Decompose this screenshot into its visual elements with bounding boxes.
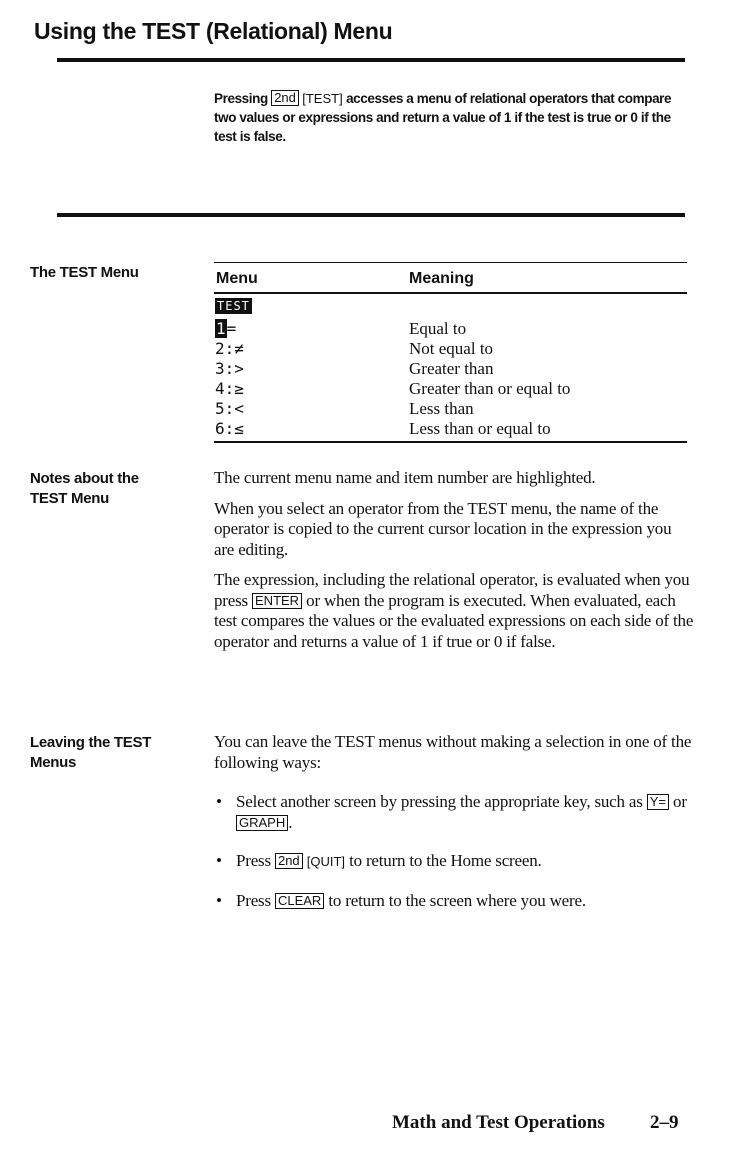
section-heading-notes (30, 469, 139, 509)
intro-text-start: Pressing (214, 91, 268, 106)
notes-text: The expression, including the relational operator, is evaluated when you press (214, 570, 690, 610)
table-row (214, 399, 687, 419)
section-heading-line: Notes about the (30, 470, 139, 487)
operator-meaning: Greater than (409, 359, 494, 378)
item-number: 5 (215, 399, 225, 418)
leaving-intro: You can leave the TEST menus without making a selection in one of the following ways: (214, 732, 692, 772)
operator-symbol: < (234, 399, 244, 418)
item-number-highlight: 1 (216, 319, 226, 338)
notes-paragraph-3 (214, 570, 694, 652)
operator-symbol: ≠ (234, 339, 244, 358)
bullet-text: Press (236, 890, 271, 910)
list-item (214, 792, 694, 833)
item-number: 2 (215, 339, 225, 358)
item-number: 3 (215, 359, 225, 378)
bullet-text: Press (236, 851, 271, 870)
menu-item-2: 2:≠ (215, 339, 244, 358)
section-heading-line: Menus (30, 754, 77, 771)
operator-meaning: Greater than or equal to (409, 379, 571, 398)
table-header-rule (214, 292, 687, 294)
title-rule (57, 58, 685, 62)
notes-text: or when the program is executed. When evaluated, each test compares the values or the evaluated expressions on each side of the operator and returns a value of 1 if true or 0 if false. (214, 590, 694, 651)
page-number: 2–9 (650, 1112, 679, 1133)
operator-meaning: Less than or equal to (409, 419, 551, 438)
operator-meaning: Less than (409, 399, 474, 418)
operator-meaning: Not equal to (409, 339, 494, 358)
bullet-text: or (673, 792, 687, 811)
list-item (214, 851, 694, 873)
table-row (214, 339, 687, 359)
item-number: 6 (215, 419, 225, 438)
notes-paragraph-2: When you select an operator from the TEST menu, the name of the operator is copied to the current cursor location in the expression you are editing. (214, 498, 672, 559)
key-y-equals: Y= (647, 794, 669, 810)
operator-symbol: > (234, 359, 244, 378)
menu-item-6: 6:≤ (215, 419, 244, 438)
bullet-icon: • (216, 851, 222, 870)
intro-text-rest: accesses a menu of relational operators that compare two values or expressions and return a value of 1 if the test is true or 0 if the test is false. (214, 91, 672, 144)
key-clear: CLEAR (275, 893, 324, 909)
menu-item-4: 4:≥ (215, 379, 244, 398)
bullet-text: to return to the Home screen. (349, 851, 542, 870)
operator-symbol: ≤ (234, 419, 244, 438)
page-footer (392, 1112, 679, 1134)
key-enter: ENTER (252, 593, 302, 609)
notes-paragraph-1: The current menu name and item number are highlighted. (214, 468, 596, 487)
col-header-meaning: Meaning (409, 270, 474, 287)
key-graph: GRAPH (236, 815, 288, 831)
menu-item-5: 5:< (215, 399, 244, 418)
table-top-rule (214, 262, 687, 263)
leaving-bullet-list (214, 792, 694, 911)
operator-symbol: ≥ (234, 379, 244, 398)
second-function-quit: [QUIT] (306, 854, 346, 869)
table-row (214, 419, 687, 439)
bullet-text: Select another screen by pressing the appropriate key, such as (236, 792, 643, 811)
page-title: Using the TEST (Relational) Menu (34, 18, 393, 44)
bullet-text: to return to the screen where you were. (328, 890, 586, 910)
section-heading-line: Leaving the TEST (30, 734, 152, 751)
col-header-menu: Menu (216, 270, 258, 287)
bullet-icon: • (216, 890, 222, 910)
bullet-text: . (288, 812, 293, 832)
key-2nd: 2nd (275, 853, 303, 869)
operator-symbol: = (226, 319, 237, 338)
footer-section-name: Math and Test Operations (392, 1112, 605, 1133)
key-2nd: 2nd (271, 90, 299, 106)
table-bottom-rule (214, 441, 687, 443)
second-function-test: [TEST] (302, 91, 343, 106)
bullet-icon: • (216, 792, 222, 811)
menu-item-3: 3:> (215, 359, 244, 378)
list-item (214, 891, 694, 912)
section-heading-test-menu: The TEST Menu (30, 264, 139, 281)
notes-body (214, 468, 694, 652)
table-row (214, 359, 687, 379)
menu-name-highlight: TEST (217, 299, 250, 313)
section-heading-line: TEST Menu (30, 490, 109, 507)
intro-paragraph (214, 89, 689, 146)
section-heading-leaving (30, 733, 151, 773)
operator-meaning: Equal to (409, 319, 467, 338)
item-number: 4 (215, 379, 225, 398)
menu-item-1 (215, 319, 236, 338)
table-row (214, 319, 687, 339)
intro-rule (57, 213, 685, 217)
table-row (214, 379, 687, 399)
